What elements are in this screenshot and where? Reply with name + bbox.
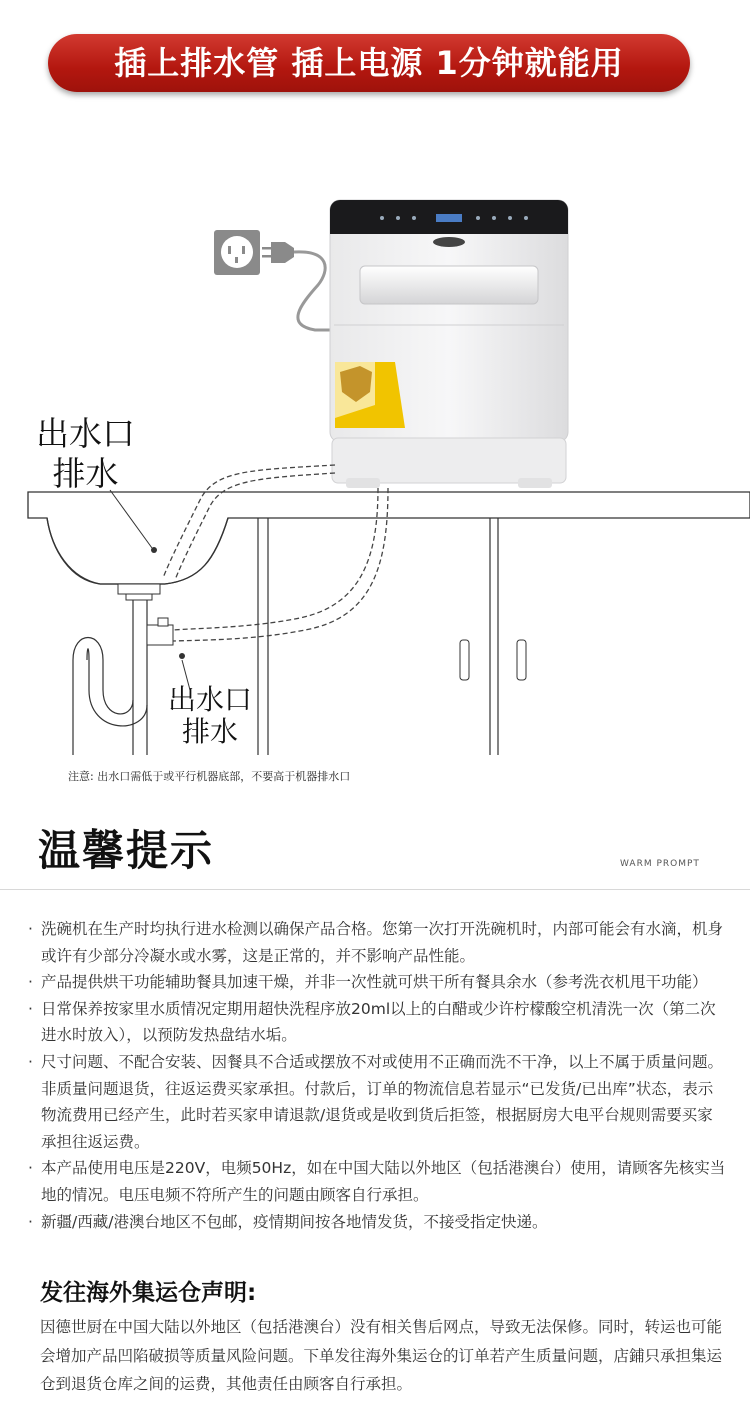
tips-title: 温馨提示 <box>38 826 215 875</box>
headline-text: 插上排水管 插上电源 1分钟就能用 <box>114 44 624 82</box>
tips-list <box>28 916 728 1235</box>
wall-socket-icon <box>214 230 260 275</box>
installation-note: 注意: 出水口需低于或平行机器底部，不要高于机器排水口 <box>68 770 351 783</box>
list-item: · 本产品使用电压是220V，电频50Hz，如在中国大陆以外地区（包括港澳台）使用，请顾客先核实当地的情况。电压电频不符所产生的问题由顾客自行承担。 <box>28 1155 728 1208</box>
power-cord <box>294 252 332 330</box>
power-plug-icon <box>262 242 294 263</box>
list-item: · 尺寸问题、不配合安装、因餐具不合适或摆放不对或使用不正确而洗不干净，以上不属于质量问题。非质量问题退货，往返运费买家承担。付款后，订单的物流信息若显示“已发货/已出库”状态，表示物流费用已经产生，此时若买家申请退款/退货或是收到货后拒签，根据厨房大电平台规则需要买家承担往返运费。 <box>28 1049 728 1155</box>
divider <box>0 889 750 890</box>
outlet-label-sink: 出水口 排水 <box>36 414 135 493</box>
outlet-label-pipe: 出水口 排水 <box>168 683 253 748</box>
headline-banner <box>48 34 690 92</box>
overseas-text: 因德世厨在中国大陆以外地区（包括港澳台）没有相关售后网点，导致无法保修。同时，转运也可能会增加产品凹陷破损等质量风险问题。下单发往海外集运仓的订单若产生质量问题，店鋪只承担集运仓到退货仓库之间的运费，其他责任由顾客自行承担。 <box>40 1318 723 1393</box>
list-item: · 产品提供烘干功能辅助餐具加速干燥，并非一次性就可烘干所有餐具余水（参考洗衣机甩干功能） <box>28 969 728 996</box>
dishwasher-icon <box>330 200 568 488</box>
list-item: · 洗碗机在生产时均执行进水检测以确保产品合格。您第一次打开洗碗机时，内部可能会有水滴，机身或许有少部分冷凝水或水雾，这是正常的，并不影响产品性能。 <box>28 916 728 969</box>
list-item: · 新疆/西藏/港澳台地区不包邮，疫情期间按各地情发货，不接受指定快递。 <box>28 1209 728 1236</box>
list-item: · 日常保养按家里水质情况定期用超快洗程序放20ml以上的白醋或少许柠檬酸空机清洗一次（第二次进水时放入），以预防发热盘结水垢。 <box>28 996 728 1049</box>
countertop <box>28 492 750 584</box>
tips-subtitle: WARM PROMPT <box>620 859 700 869</box>
overseas-title: 发往海外集运仓声明: <box>40 1280 257 1306</box>
